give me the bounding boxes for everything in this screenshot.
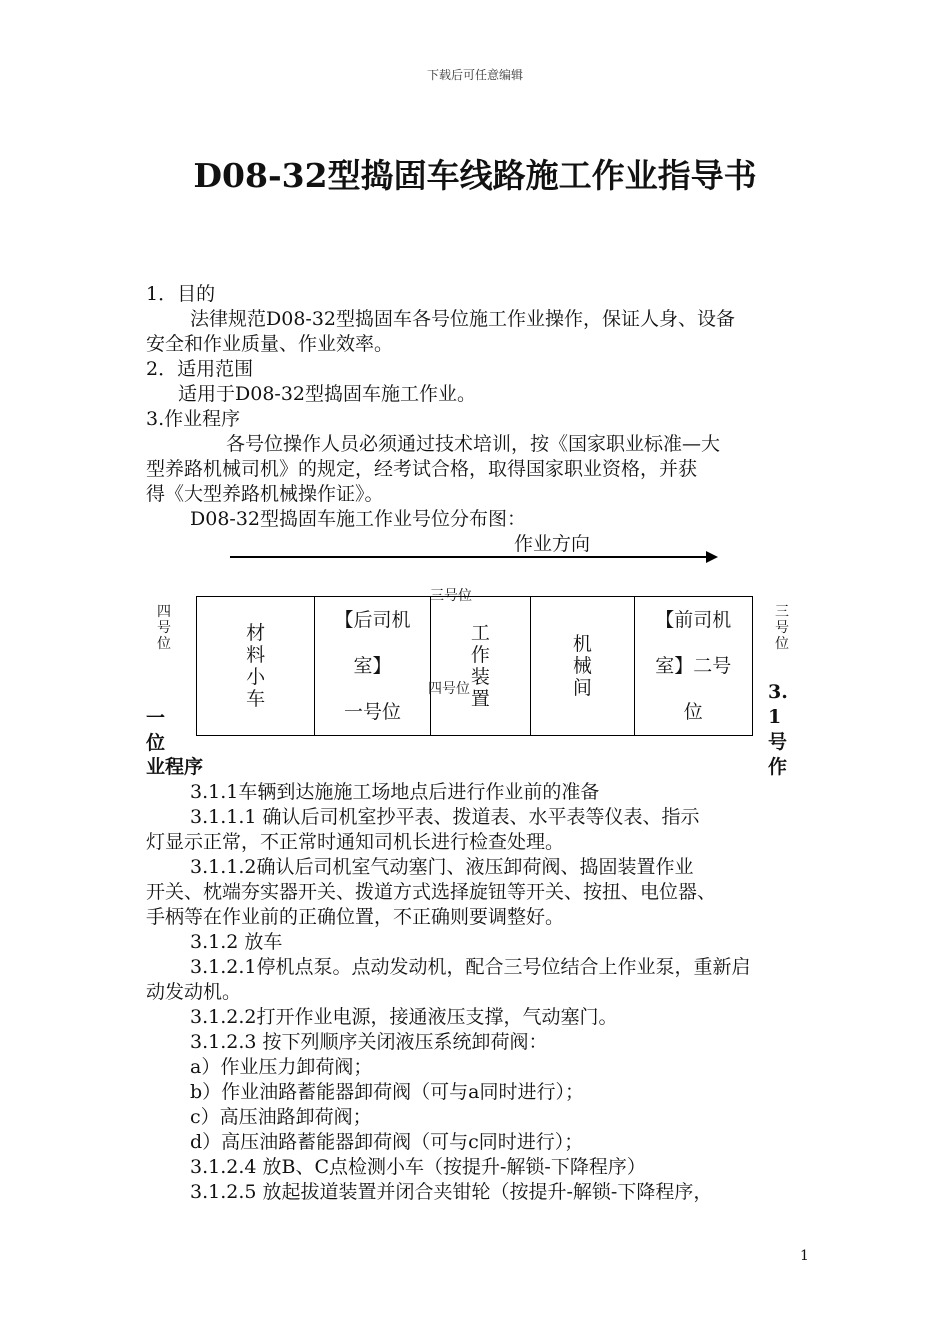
s31-line14: c）高压油路卸荷阀； xyxy=(190,1106,372,1128)
direction-arrow-icon xyxy=(706,551,718,563)
right-fragment: 3.1号作 xyxy=(768,681,788,778)
diagram-caption: D08-32型捣固车施工作业号位分布图： xyxy=(190,508,527,530)
right-position-label: 三号位 xyxy=(775,604,789,652)
s31-line4: 3.1.1.2确认后司机室气动塞门、液压卸荷阀、捣固装置作业 xyxy=(190,856,694,878)
s31-line8: 3.1.2.1停机点泵。点动发动机，配合三号位结合上作业泵，重新启 xyxy=(190,956,751,978)
cell-work-device: 工作装置 xyxy=(430,597,530,736)
mid-position-label: 四号位 xyxy=(428,681,470,697)
document-title: D08-32型捣固车线路施工作业指导书 xyxy=(193,156,757,195)
s31-line9: 动发动机。 xyxy=(146,981,242,1003)
s31-line7: 3.1.2 放车 xyxy=(190,931,283,953)
section1-para-line1: 法律规范D08-32型捣固车各号位施工作业操作，保证人身、设备 xyxy=(190,308,736,330)
section1-heading: 1．目的 xyxy=(146,283,216,305)
header-note: 下载后可任意编辑 xyxy=(426,68,523,82)
s31-line5: 开关、枕端夯实器开关、拨道方式选择旋钮等开关、按扭、电位器、 xyxy=(146,881,717,903)
s31-line1: 3.1.1车辆到达施施工场地点后进行作业前的准备 xyxy=(190,781,600,803)
s31-line15: d）高压油路蓄能器卸荷阀（可与c同时进行）； xyxy=(190,1131,584,1153)
section3-heading: 3.作业程序 xyxy=(146,408,241,430)
s31-line17: 3.1.2.5 放起拔道装置并闭合夹钳轮（按提升-解锁-下降程序， xyxy=(190,1181,713,1203)
section2-heading: 2．适用范围 xyxy=(146,358,254,380)
cell-rear-cab: 【后司机 室】 一号位 xyxy=(315,597,430,736)
left-position-label: 四号位 xyxy=(157,604,171,652)
section1-para-line2: 安全和作业质量、作业效率。 xyxy=(146,333,394,355)
top-position-label: 三号位 xyxy=(430,588,472,604)
bottom-left-fragment: 一位 xyxy=(146,707,166,754)
section31-heading-tail: 业程序 xyxy=(146,756,204,778)
section3-para-line3: 得《大型养路机械操作证》。 xyxy=(146,483,384,505)
cell-front-cab: 【前司机 室】二号 位 xyxy=(634,597,752,736)
section3-para-line1: 各号位操作人员必须通过技术培训，按《国家职业标准—大 xyxy=(226,433,721,455)
direction-arrow-shaft xyxy=(230,556,710,558)
s31-line3: 灯显示正常，不正常时通知司机长进行检查处理。 xyxy=(146,831,565,853)
section3-para-line2: 型养路机械司机》的规定，经考试合格，取得国家职业资格，并获 xyxy=(146,458,698,480)
s31-line6: 手柄等在作业前的正确位置，不正确则要调整好。 xyxy=(146,906,565,928)
s31-line10: 3.1.2.2打开作业电源，接通液压支撑，气动塞门。 xyxy=(190,1006,618,1028)
s31-line11: 3.1.2.3 按下列顺序关闭液压系统卸荷阀： xyxy=(190,1031,548,1053)
s31-line13: b）作业油路蓄能器卸荷阀（可与a同时进行）； xyxy=(190,1081,584,1103)
cell-machine-room: 机械间 xyxy=(531,597,634,736)
page-number: 1 xyxy=(800,1248,809,1264)
direction-label: 作业方向 xyxy=(514,533,591,555)
section2-para: 适用于D08-32型捣固车施工作业。 xyxy=(178,383,477,405)
s31-line12: a）作业压力卸荷阀； xyxy=(190,1056,373,1078)
cell-material-cart: 材料小车 xyxy=(197,597,315,736)
s31-line16: 3.1.2.4 放B、C点检测小车（按提升-解锁-下降程序） xyxy=(190,1156,646,1178)
position-diagram xyxy=(196,596,753,736)
s31-line2: 3.1.1.1 确认后司机室抄平表、拨道表、水平表等仪表、指示 xyxy=(190,806,700,828)
